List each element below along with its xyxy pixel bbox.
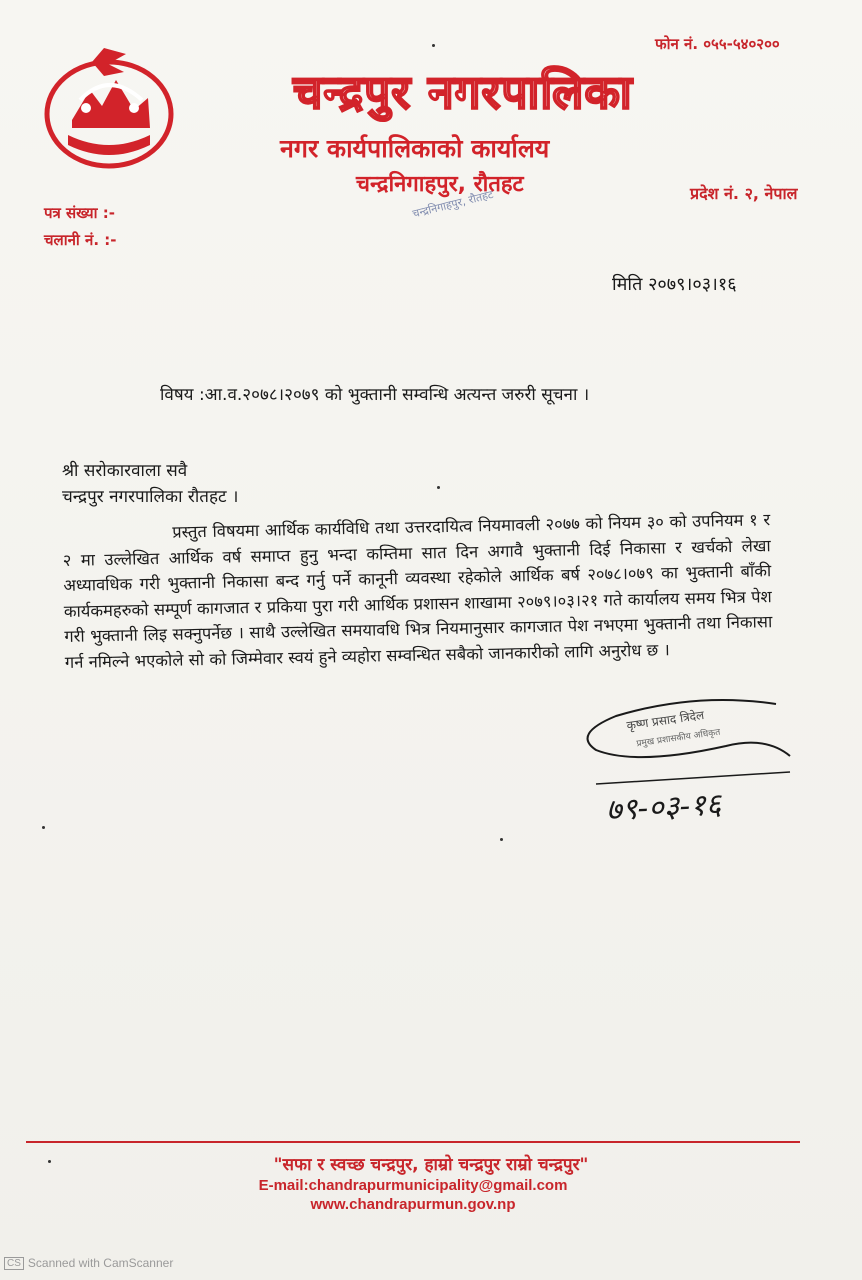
scanner-watermark xyxy=(4,1256,173,1270)
scan-speck xyxy=(437,486,440,489)
addressee-line-2: चन्द्रपुर नगरपालिका रौतहट । xyxy=(62,487,239,507)
footer-divider xyxy=(26,1141,800,1143)
municipality-title: चन्द्रपुर नगरपालिका xyxy=(293,65,633,119)
footer-email: E-mail:chandrapurmunicipality@gmail.com xyxy=(258,1177,568,1194)
letter-subject: विषय :आ.व.२०७८।२०७९ को भुक्तानी सम्वन्धि अत्यन्त जरुरी सूचना । xyxy=(160,385,590,405)
footer-website: www.chandrapurmun.gov.np xyxy=(310,1196,516,1213)
footer-slogan: "सफा र स्वच्छ चन्द्रपुर, हाम्रो चन्द्रपुर राम्रो चन्द्रपुर" xyxy=(273,1155,589,1175)
nepal-emblem-icon xyxy=(38,40,180,172)
office-stamp xyxy=(404,145,534,245)
office-subtitle: नगर कार्यपालिकाको कार्यालय xyxy=(280,134,550,163)
dispatch-number-label: चलानी नं. :- xyxy=(44,231,117,249)
scan-speck xyxy=(500,838,503,841)
signature xyxy=(576,686,806,836)
stamp-text: चन्द्रनिगाहपुर, रौतहट xyxy=(411,187,495,221)
handwritten-date: ७९-०३-१६ xyxy=(605,787,723,829)
phone-number: फोन नं. ०५५-५४०२०० xyxy=(655,35,780,53)
scan-speck xyxy=(432,44,435,47)
signature-name: कृष्ण प्रसाद त्रिदेल xyxy=(625,707,705,733)
body-paragraph: प्रस्तुत विषयमा आर्थिक कार्यविधि तथा उत्तरदायित्व नियमावली २०७७ को नियम ३० को उपनियम १ र २ मा उल्लेखित आर्थिक वर्ष समाप्त हुनु भन्दा कम्तिमा सात दिन अगावै भुक्तानी दिई निकासा र खर्चको लेखा अध्यावधिक गरी भुक्तानी निकासा बन्द गर्नु पर्ने कानूनी व्यवस्था रहेकोले आर्थिक बर्ष २०७८।०७९ का भुक्तानी बाँकी कार्यकमहरुको सम्पूर्ण कागजात र प्रकिया पुरा गरी आर्थिक प्रशासन शाखामा २०७९।०३।२१ गते कार्यालय समय भित्र पेश गरी भुक्तानी लिइ सक्नुपर्नेछ । साथै उल्लेखित समयावधि भित्र नियमानुसार कागजात पेश नभएमा भुक्तानी तथा निकासा गर्न नमिल्ने भएकोले सो को जिम्मेवार स्वयं हुने व्यहोरा सम्वन्धित सबैको जानकारीको लागि अनुरोध छ । xyxy=(62,510,773,672)
office-location: चन्द्रनिगाहपुर, रौतहट xyxy=(356,172,524,197)
letter-body xyxy=(62,507,773,675)
camscanner-logo-icon: CS xyxy=(4,1257,24,1270)
scanner-text: Scanned with CamScanner xyxy=(27,1256,174,1270)
scan-speck xyxy=(42,826,45,829)
letter-number-label: पत्र संख्या :- xyxy=(44,204,115,222)
signature-designation: प्रमुख प्रशासकीय अधिकृत xyxy=(635,727,721,750)
scan-speck xyxy=(48,1160,51,1163)
addressee-line-1: श्री सरोकारवाला सवै xyxy=(62,461,188,481)
province-label: प्रदेश नं. २, नेपाल xyxy=(690,184,798,203)
letter-date: मिति २०७९।०३।१६ xyxy=(612,274,737,295)
